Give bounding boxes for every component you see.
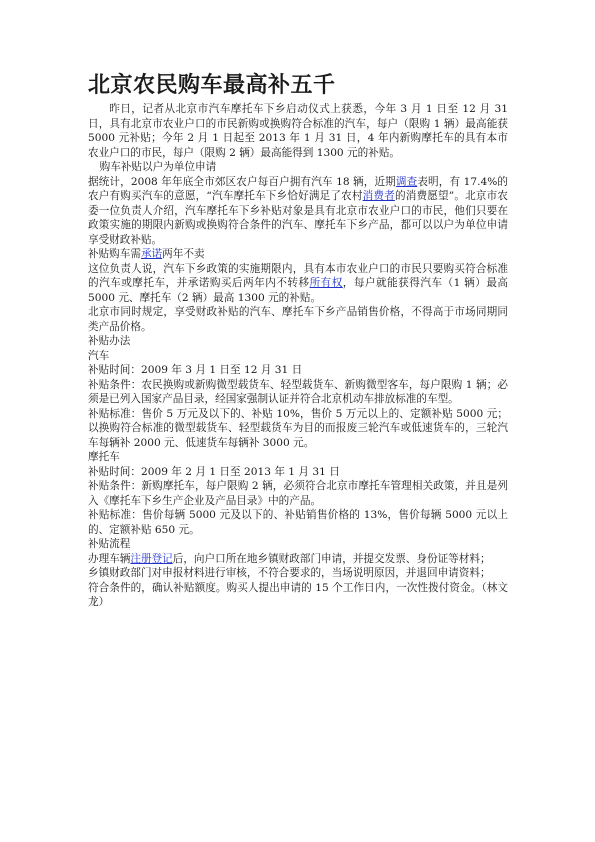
flow-step-register-b: 后，向户口所在地乡镇财政部门申请，并提交发票、身份证等材料； xyxy=(172,552,491,565)
car-heading: 汽车 xyxy=(88,349,110,362)
promise-text-a: 这位负责人说，汽车下乡政策的实施期限内，具有本市农业户口的市民只要购买符合标准的汽车或摩托车，并承诺购买后两年内不转移 xyxy=(88,262,508,289)
statistics-text-c: 的消费愿望”。北京市农委一位负责人介绍，汽车摩托车下乡补贴对象是具有北京市农业户口的市民，他们只要在政策实施的期限内新购或换购符合条件的汽车、摩托车下乡产品，都可以以户为单位申请享受财政补贴。 xyxy=(88,190,508,246)
motorcycle-subsidy-time: 补贴时间：2009 年 2 月 1 日至 2013 年 1 月 31 日 xyxy=(88,465,340,478)
flow-step-register-a: 办理车辆 xyxy=(88,552,131,565)
section-heading-apply: 购车补贴以户为单位申请 xyxy=(99,161,217,173)
link-promise[interactable]: 承诺 xyxy=(140,248,163,260)
motorcycle-subsidy-standard: 补贴标准：售价每辆 5000 元及以下的、补贴销售价格的 13%，售价每辆 5000 元以上的、定额补贴 650 元。 xyxy=(88,509,508,536)
promise-paragraph xyxy=(88,262,508,306)
article-title: 北京农民购车最高补五千 xyxy=(88,73,336,98)
motorcycle-subsidy-conditions: 补贴条件：新购摩托车，每户限购 2 辆，必须符合北京市摩托车管理相关政策，并且是列入《摩托车下乡生产企业及产品目录》中的产品。 xyxy=(88,480,508,507)
statistics-text-a: 据统计，2008 年年底全市郊区农户每百户拥有汽车 18 辆，近期 xyxy=(88,175,396,188)
section-heading-flow: 补贴流程 xyxy=(88,538,131,550)
flow-step-review: 乡镇财政部门对申报材料进行审核，不符合要求的，当场说明原因，并退回申请资料； xyxy=(88,567,491,579)
link-ownership[interactable]: 所有权 xyxy=(309,277,343,289)
article-body xyxy=(88,102,508,610)
statistics-paragraph xyxy=(88,175,508,248)
section-heading-method: 补贴办法 xyxy=(88,335,131,347)
car-subsidy-standard: 补贴标准：售价 5 万元及以下的、补贴 10%，售价 5 万元以上的、定额补贴 5000 元；以换购符合标准的微型载货车、轻型载货车为目的而报废三轮汽车或低速货车的，三轮汽车每辆补 2000 元、低速货车每辆补 3000 元。 xyxy=(88,407,508,449)
heading-promise-a: 补贴购车需 xyxy=(88,248,141,260)
link-survey[interactable]: 调查 xyxy=(395,175,418,188)
section-heading-promise xyxy=(88,247,508,262)
statistics-text-b: 表明，有 17.4%的农户有购买汽车的意愿，“汽车摩托车下乡恰好满足了农村 xyxy=(88,175,508,202)
flow-step-register xyxy=(88,552,508,567)
promise-text-b: ，每户就能获得汽车（1 辆）最高 5000 元、摩托车（2 辆）最高 1300 元的补贴。 xyxy=(88,277,508,304)
car-subsidy-time: 补贴时间：2009 年 3 月 1 日至 12 月 31 日 xyxy=(88,364,303,376)
car-subsidy-conditions: 补贴条件：农民换购或新购微型载货车、轻型载货车、新购微型客车，每户限购 1 辆；必须是已列入国家产品目录，经国家强制认证并符合北京机动车排放标准的车型。 xyxy=(88,378,508,405)
link-registration[interactable]: 注册登记 xyxy=(130,552,173,565)
motorcycle-heading: 摩托车 xyxy=(88,451,120,463)
flow-step-payment: 符合条件的，确认补贴额度。购买人提出申请的 15 个工作日内，一次性拨付资金。（林文龙） xyxy=(88,581,508,608)
price-rule-paragraph: 北京市同时规定，享受财政补贴的汽车、摩托车下乡产品销售价格，不得高于市场同期同类产品价格。 xyxy=(88,306,508,333)
heading-promise-b: 两年不卖 xyxy=(162,248,205,260)
lead-paragraph: 昨日，记者从北京市汽车摩托车下乡启动仪式上获悉，今年 3 月 1 日至 12 月 31 日，具有北京市农业户口的市民新购或换购符合标准的汽车，每户（限购 1 辆）最高能获 5000 元补贴；今年 2 月 1 日起至 2013 年 1 月 31 日，4 年内新购摩托车的具有本市农业户口的市民，每户（限购 2 辆）最高能得到 1300 元的补贴。 xyxy=(88,103,508,159)
link-consumer[interactable]: 消费者 xyxy=(362,190,395,202)
